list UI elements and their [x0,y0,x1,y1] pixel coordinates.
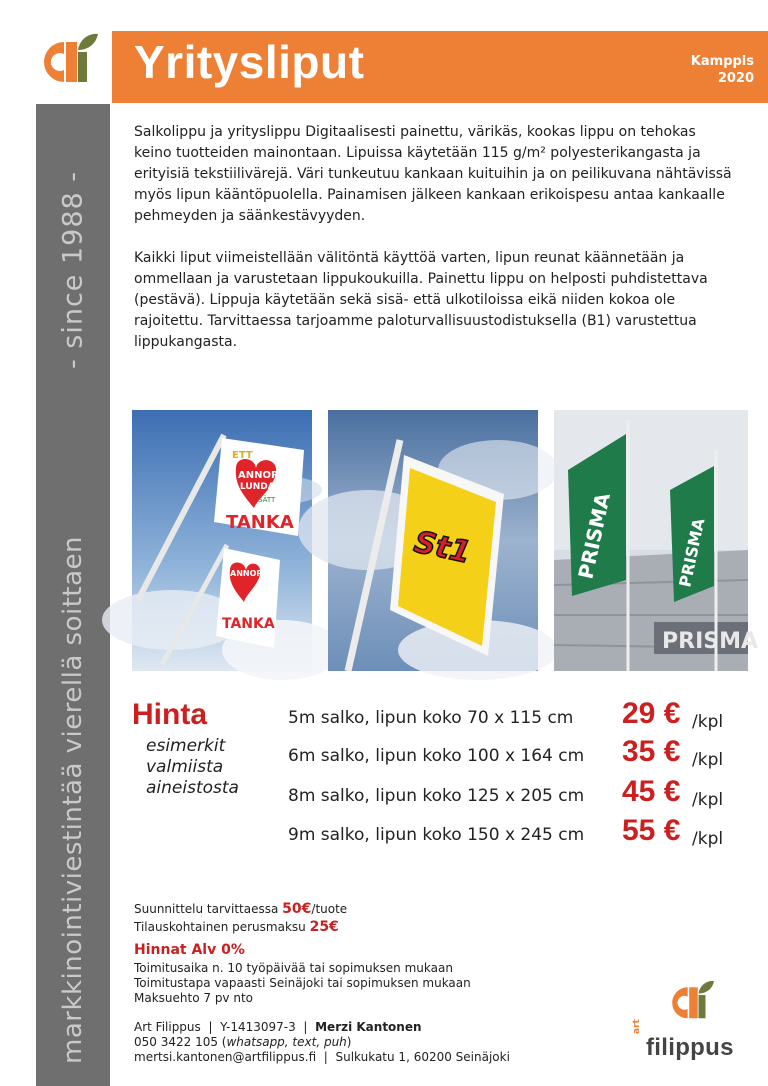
base-fee-line [134,920,339,935]
location-year: 2020 [717,71,754,86]
phone-number[interactable]: 050 3422 105 [134,1035,218,1049]
price-row-1-price: 29 € [622,697,681,730]
price-row-1-desc: 5m salko, lipun koko 70 x 115 cm [288,708,574,728]
delivery-time: Toimitusaika n. 10 työpäivää tai sopimuksen mukaan [134,961,453,975]
slogan-text: markkinointiviestintää vierellä soittaen [58,535,88,1065]
address: Sulkukatu 1, 60200 Seinäjoki [335,1050,510,1064]
artfilippus-logo-icon [34,30,100,92]
flag3b-text: PRISMA [675,516,709,589]
email-link[interactable]: mertsi.kantonen@artfilippus.fi [134,1050,317,1064]
price-row-2-price: 35 € [622,735,681,768]
price-sub-line-2: valmiista [146,757,224,777]
separator: | [303,1020,308,1034]
price-row-3-unit: /kpl [692,790,724,810]
price-row-4-unit: /kpl [692,829,724,849]
design-fee-price: 50€ [282,901,312,917]
since-text: - since 1988 - [57,170,89,370]
price-sub-line-1: esimerkit [146,736,226,756]
intro-paragraph-2: Kaikki liput viimeistellään välitöntä käyttöä varten, lipun reunat käännetään ja ommellaan ja varustetaan lippukoukuilla. Painettu lippu on helposti puhdistettava (pestävä). Lippuja käytetään sekä sisä- että ulkotiloissa eikä niiden kokoa ole rajoitettu. Tarvittaessa tarjoamme paloturvallisuustodistuksella (B1) varustettua lippukangasta. [134,250,708,350]
photo-prisma-flags [554,410,759,671]
flag2-text: St1 [410,524,474,571]
intro-text [134,122,734,353]
flag1-heart-text-2: LUNDA [240,482,275,492]
flag1b-heart-text: ANNOR [230,569,263,578]
design-fee-suffix: /tuote [311,902,348,916]
delivery-method: Toimitustapa vapaasti Seinäjoki tai sopimuksen mukaan [134,976,471,990]
base-fee-price: 25€ [309,919,339,935]
contact-line-3 [134,1050,510,1065]
brand-small-text: art [632,1019,642,1034]
price-row-2-desc: 6m salko, lipun koko 100 x 164 cm [288,746,585,766]
company-name: Art Filippus [134,1020,201,1034]
brand-logo [634,978,744,1068]
contact-line-2: 050 3422 105 (whatsapp, text, puh) [134,1035,352,1049]
price-row-4-price: 55 € [622,814,681,847]
intro-paragraph-1: Salkolippu ja yrityslippu Digitaalisesti painettu, värikäs, kookas lippu on tehokas keino tuotteiden mainontaan. Lipuissa käytetään 115 g/m² polyesterikangasta ja erityisiä tekstiilivärejä. Väri tunkeutuu kankaan kuituihin ja on peilikuvana nähtävissä myös lipun kääntöpuolella. Painamisen jälkeen kankaan erikoispesu antaa kankaalle pehmeyden ja säänkestävyyden. [134,124,732,224]
flag1-bottom-text: TANKA [226,512,294,533]
price-row-3-price: 45 € [622,775,681,808]
header-band [112,31,768,103]
vat-note: Hinnat Alv 0% [134,942,245,958]
location-label [691,53,754,87]
flag1-heart-text-1: ANNOR [238,470,279,481]
design-fee-label: Suunnittelu tarvittaessa [134,902,283,916]
design-fee-line [134,902,347,917]
phone-note: whatsapp, text, puh [226,1035,347,1049]
separator: | [323,1050,328,1064]
flag1-small-text: SÄTT [258,496,276,504]
location-name: Kamppis [690,54,754,69]
page-title: Yritysliput [134,36,365,88]
photo-heart-flags [132,410,312,671]
price-subheading [146,736,239,799]
business-id: Y-1413097-3 [220,1020,296,1034]
building-text: PRISMA [662,629,759,654]
price-heading: Hinta [132,698,207,731]
flag3a-text: PRISMA [573,490,616,582]
flag1-top-text: ETT [232,450,253,461]
contact-line-1 [134,1020,422,1035]
price-sub-line-3: aineistosta [146,778,239,798]
price-row-2-unit: /kpl [692,750,724,770]
price-row-4-desc: 9m salko, lipun koko 150 x 245 cm [288,825,585,845]
separator: | [208,1020,213,1034]
brand-logo-icon [664,978,716,1026]
brand-name-text: filippus [646,1034,734,1061]
contact-person: Merzi Kantonen [315,1020,422,1034]
base-fee-label: Tilauskohtainen perusmaksu [134,920,310,934]
price-row-3-desc: 8m salko, lipun koko 125 x 205 cm [288,786,585,806]
payment-terms: Maksuehto 7 pv nto [134,991,253,1005]
photo-st1-flag [328,410,538,671]
flag1b-bottom-text: TANKA [222,616,275,632]
price-row-1-unit: /kpl [692,712,724,732]
